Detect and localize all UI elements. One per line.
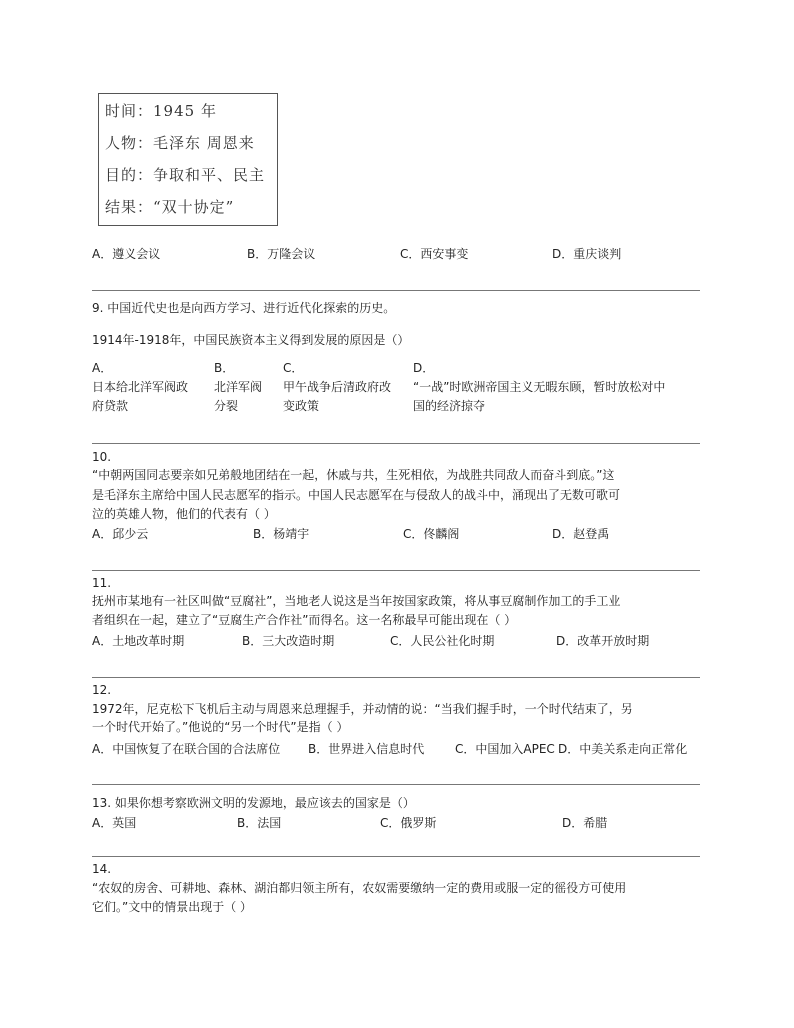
q14-number: 14. [92, 862, 112, 876]
q11-option-c[interactable]: C．人民公社化时期 [390, 634, 495, 648]
option-text: 分裂 [214, 399, 239, 413]
q11-stem-line: 抚州市某地有一社区叫做“豆腐社”，当地老人说这是当年按国家政策，将从事豆腐制作加工的手工业 [92, 594, 621, 608]
q13-option-c[interactable]: C．俄罗斯 [380, 816, 437, 830]
q11-stem-line: 者组织在一起，建立了“豆腐生产合作社”而得名。这一名称最早可能出现在（ ） [92, 613, 517, 627]
option-text: 甲午战争后清政府改 [283, 380, 392, 394]
q9-stem: 1914年-1918年，中国民族资本主义得到发展的原因是（） [92, 333, 410, 347]
divider [92, 677, 700, 678]
divider [92, 784, 700, 785]
option-letter: C． [283, 361, 304, 375]
q8-option-b[interactable]: B．万隆会议 [247, 247, 316, 261]
option-text: “一战”时欧洲帝国主义无暇东顾，暂时放松对中 [413, 380, 666, 394]
divider [92, 570, 700, 571]
q12-option-d[interactable]: D．中美关系走向正常化 [558, 742, 688, 756]
option-letter: D． [413, 361, 435, 375]
q12-stem-line: 1972年，尼克松下飞机后主动与周恩来总理握手，并动情的说：“当我们握手时，一个时代结束了，另 [92, 702, 633, 716]
card-line-time: 时间：1945 年 [105, 102, 217, 120]
q10-option-b[interactable]: B．杨靖宇 [253, 527, 310, 541]
card-line-people: 人物：毛泽东 周恩来 [105, 134, 255, 152]
q10-option-a[interactable]: A．邱少云 [92, 527, 149, 541]
q10-stem-line: 是毛泽东主席给中国人民志愿军的指示。中国人民志愿军在与侵敌人的战斗中，涌现出了无数可歌可 [92, 488, 621, 502]
option-text: 日本给北洋军阀政 [92, 380, 189, 394]
q10-option-c[interactable]: C．佟麟阁 [403, 527, 460, 541]
card-line-result: 结果：“双十协定” [105, 198, 235, 216]
q13-option-a[interactable]: A．英国 [92, 816, 137, 830]
q9-option-b[interactable] [214, 359, 278, 416]
q13-stem: 13. 如果你想考察欧洲文明的发源地，最应该去的国家是（） [92, 796, 415, 810]
q13-option-d[interactable]: D．希腊 [562, 816, 608, 830]
q10-stem-line: 泣的英雄人物，他们的代表有（ ） [92, 507, 276, 521]
option-text: 变政策 [283, 399, 320, 413]
q11-option-b[interactable]: B．三大改造时期 [242, 634, 335, 648]
q10-option-d[interactable]: D．赵登禹 [552, 527, 610, 541]
q12-option-b[interactable]: B．世界进入信息时代 [308, 742, 425, 756]
card-line-purpose: 目的：争取和平、民主 [105, 166, 266, 184]
option-text: 国的经济掠夺 [413, 399, 486, 413]
q14-stem-line: 它们。”文中的情景出现于（ ） [92, 900, 253, 914]
option-letter: A． [92, 361, 113, 375]
q8-option-d[interactable]: D．重庆谈判 [552, 247, 622, 261]
q9-option-d[interactable] [413, 359, 703, 416]
q9-option-a[interactable] [92, 359, 210, 416]
q8-option-a[interactable]: A．遵义会议 [92, 247, 161, 261]
divider [92, 290, 700, 291]
q12-stem-line: 一个时代开始了。”他说的“另一个时代”是指（ ） [92, 720, 349, 734]
q12-option-c[interactable]: C．中国加入APEC [455, 742, 555, 756]
q10-number: 10. [92, 450, 112, 464]
divider [92, 856, 700, 857]
q11-option-d[interactable]: D．改革开放时期 [556, 634, 650, 648]
q11-option-a[interactable]: A．土地改革时期 [92, 634, 185, 648]
q10-stem-line: “中朝两国同志要亲如兄弟般地团结在一起，休戚与共，生死相依，为战胜共同敌人而奋斗到底。”这 [92, 468, 615, 482]
q12-number: 12. [92, 683, 112, 697]
divider [92, 443, 700, 444]
q11-number: 11. [92, 576, 112, 590]
q13-option-b[interactable]: B．法国 [237, 816, 282, 830]
q8-info-card [98, 93, 278, 226]
option-letter: B． [214, 361, 235, 375]
q9-intro: 9. 中国近代史也是向西方学习、进行近代化探索的历史。 [92, 301, 396, 315]
q14-stem-line: “农奴的房舍、可耕地、森林、湖泊都归领主所有，农奴需要缴纳一定的费用或服一定的徭役方可使用 [92, 881, 627, 895]
option-text: 北洋军阀 [214, 380, 263, 394]
q8-option-c[interactable]: C．西安事变 [400, 247, 469, 261]
option-text: 府贷款 [92, 399, 129, 413]
q12-option-a[interactable]: A．中国恢复了在联合国的合法席位 [92, 742, 281, 756]
q9-option-c[interactable] [283, 359, 411, 416]
